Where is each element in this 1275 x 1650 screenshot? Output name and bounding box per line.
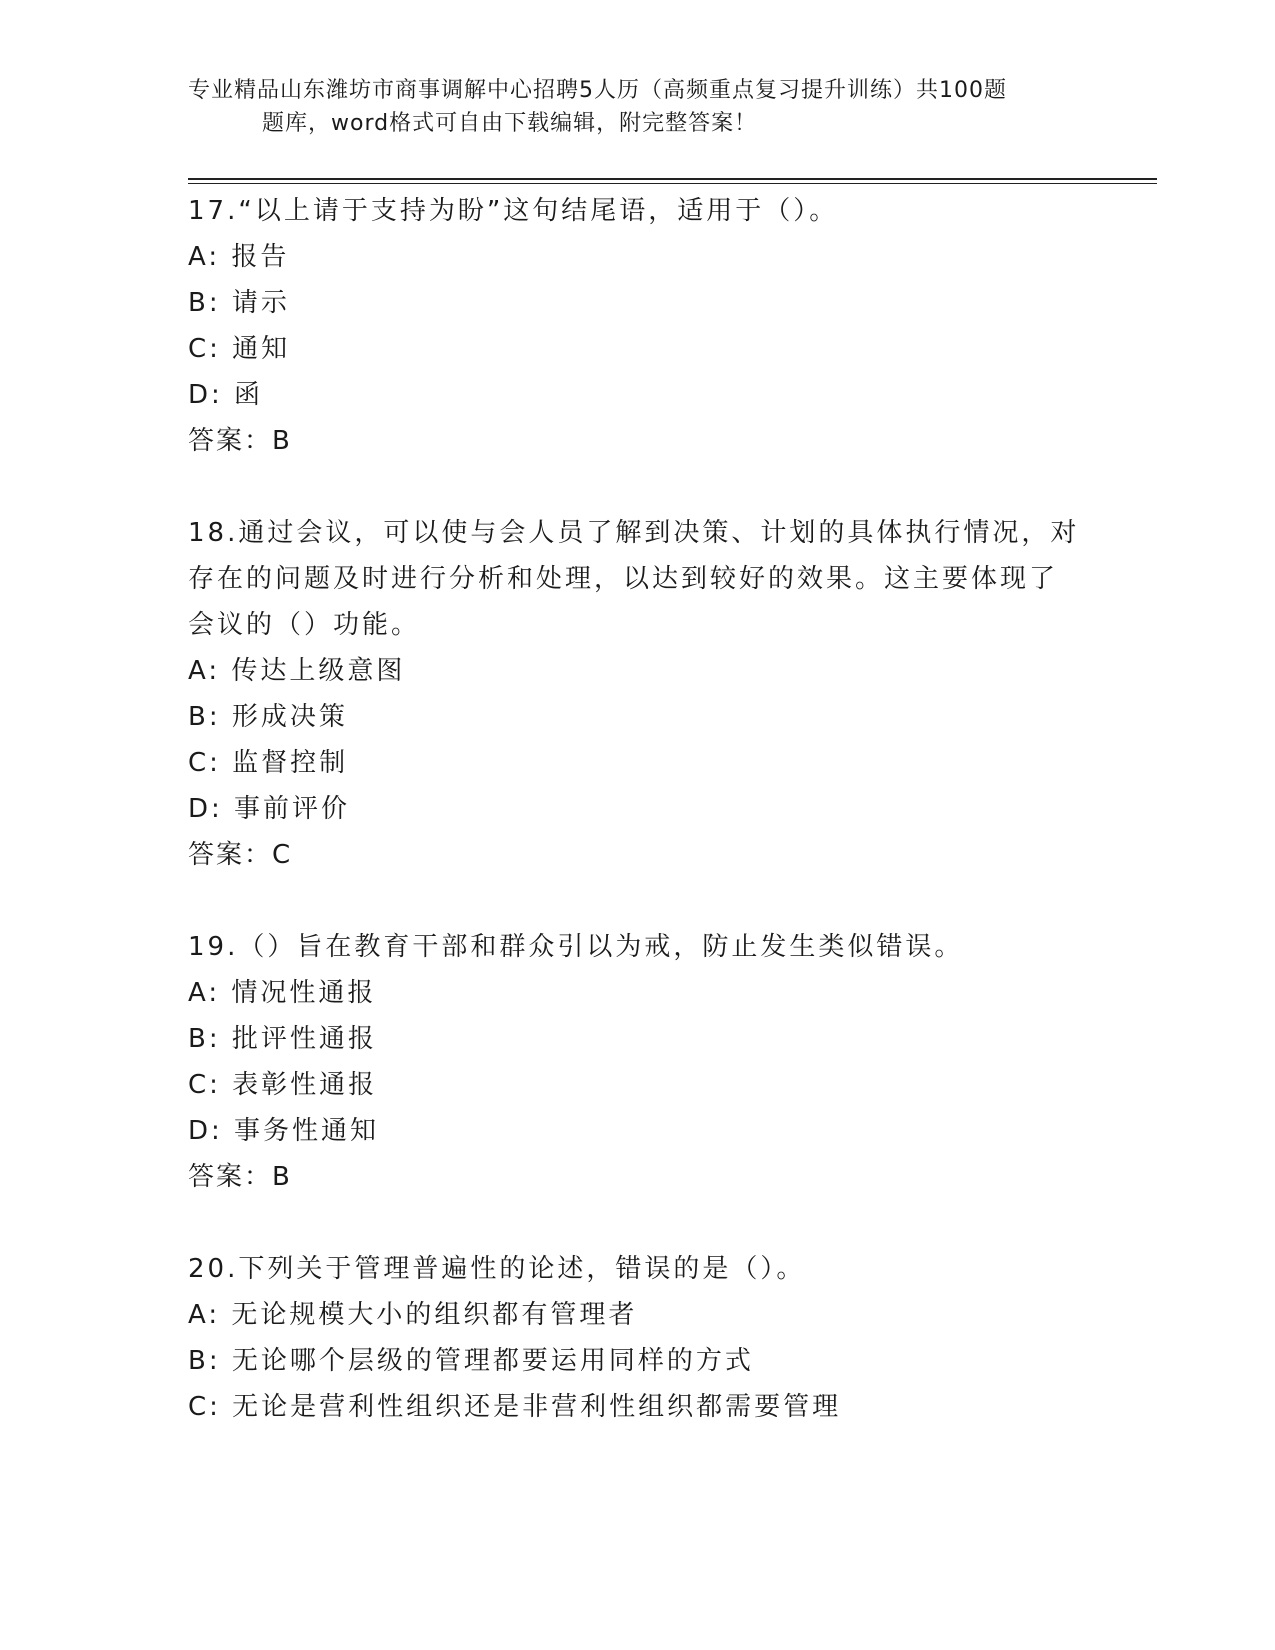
question-stem [188,188,1088,234]
header-title-line-2: 题库，word格式可自由下载编辑，附完整答案！ [262,111,758,136]
option-b: B: 无论哪个层级的管理都要运用同样的方式 [188,1346,754,1376]
option-c: C: 监督控制 [188,748,349,778]
header-title-line-1: 专业精品山东潍坊市商事调解中心招聘5人历（高频重点复习提升训练）共100题 [188,78,1007,103]
question-stem [188,510,1088,648]
option-a: A: 情况性通报 [188,978,377,1008]
question-17 [188,188,1088,464]
option-a: A: 报告 [188,242,290,272]
option-d: D: 事务性通知 [188,1116,380,1146]
header-rule-thick [188,178,1157,180]
stem-line: 存在的问题及时进行分析和处理，以达到较好的效果。这主要体现了 [188,564,1059,594]
question-list [188,188,1088,1476]
stem-line: 17.“以上请于支持为盼”这句结尾语，适用于（）。 [188,196,839,226]
document-header [188,74,1088,140]
question-stem [188,924,1088,970]
stem-line: 20.下列关于管理普遍性的论述，错误的是（）。 [188,1254,806,1284]
option-d: D: 函 [188,380,264,410]
question-stem [188,1246,1088,1292]
question-18 [188,510,1088,878]
option-c: C: 表彰性通报 [188,1070,378,1100]
stem-line: 会议的（）功能。 [188,610,421,640]
answer-text: 答案：B [188,426,292,456]
option-b: B: 请示 [188,288,290,318]
answer-text: 答案：B [188,1162,292,1192]
header-rule-thin [188,183,1157,184]
option-d: D: 事前评价 [188,794,351,824]
question-19 [188,924,1088,1200]
stem-line: 18.通过会议，可以使与会人员了解到决策、计划的具体执行情况，对 [188,518,1080,548]
option-c: C: 通知 [188,334,291,364]
answer-text: 答案：C [188,840,293,870]
stem-line: 19.（）旨在教育干部和群众引以为戒，防止发生类似错误。 [188,932,964,962]
option-b: B: 批评性通报 [188,1024,377,1054]
option-c: C: 无论是营利性组织还是非营利性组织都需要管理 [188,1392,842,1422]
question-20 [188,1246,1088,1430]
option-b: B: 形成决策 [188,702,348,732]
option-a: A: 传达上级意图 [188,656,406,686]
option-a: A: 无论规模大小的组织都有管理者 [188,1300,638,1330]
